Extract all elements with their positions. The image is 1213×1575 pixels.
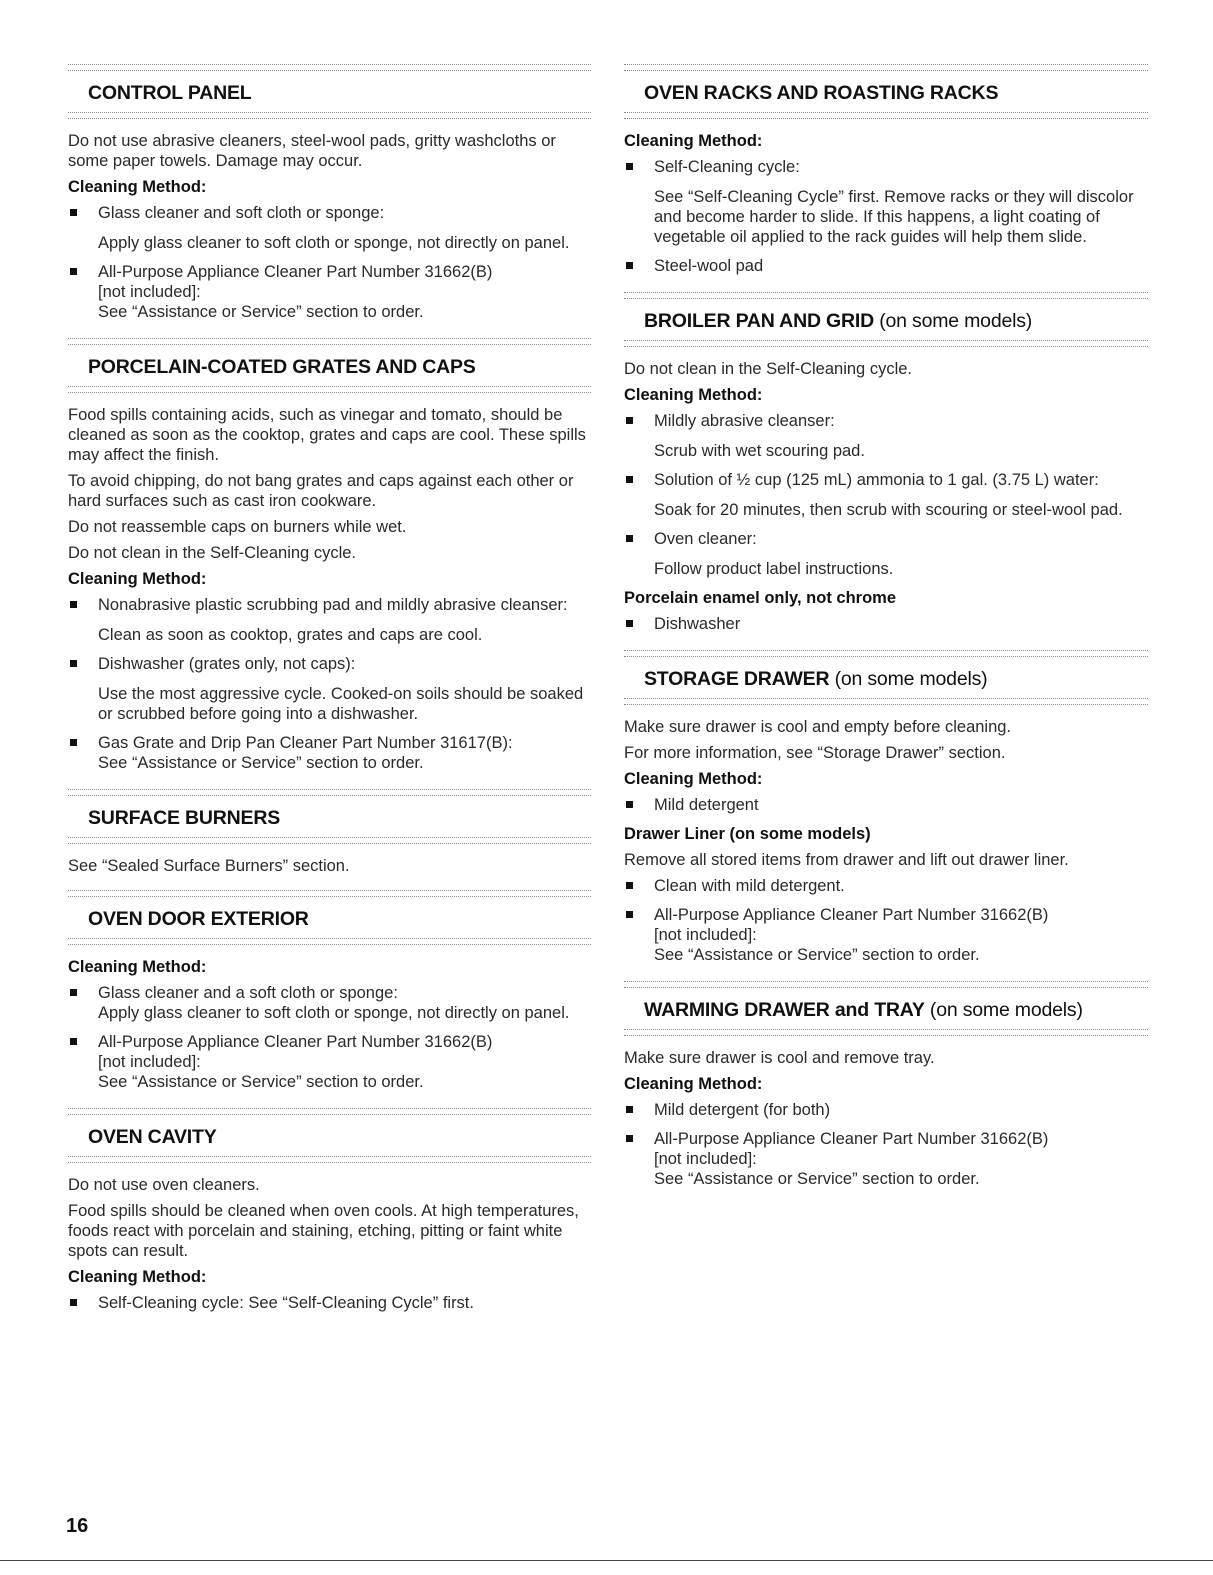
- bullet-item: All-Purpose Appliance Cleaner Part Number 31662(B) [not included]: See “Assistance or Service” section to order.: [624, 905, 1148, 965]
- paragraph: To avoid chipping, do not bang grates and caps against each other or hard surfaces such as cast iron cookware.: [68, 472, 574, 510]
- cleaning-method-heading: Cleaning Method:: [624, 386, 763, 404]
- bullet-item: Steel-wool pad: [624, 256, 1148, 276]
- cleaning-method-heading: Cleaning Method:: [68, 570, 207, 588]
- bullet-item: All-Purpose Appliance Cleaner Part Number 31662(B) [not included]: See “Assistance or Service” section to order.: [68, 1032, 591, 1092]
- paragraph: Make sure drawer is cool and empty before cleaning.: [624, 718, 1012, 736]
- bullet-item: Mildly abrasive cleanser: Scrub with wet scouring pad.: [624, 411, 1148, 461]
- section-rule: [68, 112, 591, 119]
- section-oven-cavity: [68, 1108, 591, 1313]
- bullet-item: All-Purpose Appliance Cleaner Part Number 31662(B) [not included]: See “Assistance or Service” section to order.: [624, 1129, 1148, 1189]
- cleaning-method-heading: Cleaning Method:: [68, 178, 207, 196]
- cleaning-method-heading: Cleaning Method:: [68, 1268, 207, 1286]
- section-rule: [68, 938, 591, 945]
- square-bullet-icon: [70, 989, 77, 996]
- bullet-item: Clean with mild detergent.: [624, 876, 1148, 896]
- section-rule: [68, 789, 591, 796]
- section-title: OVEN DOOR EXTERIOR: [88, 908, 309, 930]
- cleaning-method-heading: Cleaning Method:: [624, 1075, 763, 1093]
- bullet-item: Dishwasher (grates only, not caps): Use the most aggressive cycle. Cooked-on soils should be soaked or scrubbed before going into a dishwasher.: [68, 654, 591, 724]
- right-column: [624, 64, 1148, 1198]
- section-rule: [68, 890, 591, 897]
- section-control-panel: [68, 64, 591, 322]
- porcelain-heading: Porcelain enamel only, not chrome: [624, 589, 897, 607]
- square-bullet-icon: [626, 262, 633, 269]
- section-warming-drawer: [624, 981, 1148, 1189]
- section-title: STORAGE DRAWER (on some models): [644, 668, 988, 690]
- section-rule: [624, 1029, 1148, 1036]
- square-bullet-icon: [626, 620, 633, 627]
- bullet-item: Gas Grate and Drip Pan Cleaner Part Number 31617(B): See “Assistance or Service” section to order.: [68, 733, 591, 773]
- section-title: PORCELAIN-COATED GRATES AND CAPS: [88, 356, 476, 378]
- section-storage-drawer: [624, 650, 1148, 965]
- square-bullet-icon: [70, 1038, 77, 1045]
- paragraph: For more information, see “Storage Drawer” section.: [624, 744, 1006, 762]
- section-oven-door-exterior: [68, 890, 591, 1092]
- paragraph: Do not reassemble caps on burners while wet.: [68, 518, 407, 536]
- section-rule: [624, 981, 1148, 988]
- bullet-item: Self-Cleaning cycle: See “Self-Cleaning Cycle” first. Remove racks or they will discolor and become harder to slide. If this happens, a light coating of vegetable oil applied to the rack guides will help them slide.: [624, 157, 1148, 247]
- section-surface-burners: [68, 789, 591, 876]
- bullet-item: Nonabrasive plastic scrubbing pad and mildly abrasive cleanser: Clean as soon as cooktop, grates and caps are cool.: [68, 595, 591, 645]
- left-column: [68, 64, 591, 1322]
- square-bullet-icon: [70, 601, 77, 608]
- paragraph: Make sure drawer is cool and remove tray.: [624, 1049, 935, 1067]
- bullet-item: Dishwasher: [624, 614, 1148, 634]
- section-rule: [68, 386, 591, 393]
- section-rule: [68, 1108, 591, 1115]
- section-rule: [624, 64, 1148, 71]
- section-title: OVEN CAVITY: [88, 1126, 217, 1148]
- square-bullet-icon: [626, 882, 633, 889]
- square-bullet-icon: [626, 163, 633, 170]
- bullet-item: All-Purpose Appliance Cleaner Part Number 31662(B) [not included]: See “Assistance or Service” section to order.: [68, 262, 591, 322]
- square-bullet-icon: [626, 801, 633, 808]
- cleaning-method-heading: Cleaning Method:: [624, 770, 763, 788]
- section-title: SURFACE BURNERS: [88, 807, 281, 829]
- bullet-item: Oven cleaner: Follow product label instructions.: [624, 529, 1148, 579]
- square-bullet-icon: [626, 1135, 633, 1142]
- section-rule: [68, 837, 591, 844]
- bullet-item: Mild detergent: [624, 795, 1148, 815]
- bullet-item: Solution of ½ cup (125 mL) ammonia to 1 gal. (3.75 L) water: Soak for 20 minutes, then scrub with scouring or steel-wool pad.: [624, 470, 1148, 520]
- section-title: WARMING DRAWER and TRAY (on some models): [644, 999, 1083, 1021]
- section-title: BROILER PAN AND GRID (on some models): [644, 310, 1033, 332]
- section-rule: [624, 292, 1148, 299]
- cleaning-method-heading: Cleaning Method:: [624, 132, 763, 150]
- paragraph: Food spills containing acids, such as vinegar and tomato, should be cleaned as soon as the cooktop, grates and caps are cool. These spills may affect the finish.: [68, 406, 586, 464]
- square-bullet-icon: [70, 739, 77, 746]
- paragraph: Do not use oven cleaners.: [68, 1176, 260, 1194]
- square-bullet-icon: [70, 1299, 77, 1306]
- section-rule: [624, 698, 1148, 705]
- paragraph: Do not clean in the Self-Cleaning cycle.: [68, 544, 356, 562]
- paragraph: Do not clean in the Self-Cleaning cycle.: [624, 360, 912, 378]
- section-rule: [68, 1156, 591, 1163]
- square-bullet-icon: [626, 476, 633, 483]
- section-broiler-pan: [624, 292, 1148, 634]
- square-bullet-icon: [626, 417, 633, 424]
- page-number: 16: [66, 1515, 89, 1537]
- paragraph: Do not use abrasive cleaners, steel-wool pads, gritty washcloths or some paper towels. Damage may occur.: [68, 132, 556, 170]
- section-title: CONTROL PANEL: [88, 82, 252, 104]
- section-rule: [624, 340, 1148, 347]
- paragraph: Remove all stored items from drawer and lift out drawer liner.: [624, 851, 1069, 869]
- paragraph: See “Sealed Surface Burners” section.: [68, 857, 350, 875]
- cleaning-method-heading: Cleaning Method:: [68, 958, 207, 976]
- square-bullet-icon: [626, 1106, 633, 1113]
- square-bullet-icon: [70, 268, 77, 275]
- paragraph: Food spills should be cleaned when oven cools. At high temperatures, foods react with porcelain and staining, etching, pitting or faint white spots can result.: [68, 1202, 579, 1260]
- section-title: OVEN RACKS AND ROASTING RACKS: [644, 82, 999, 104]
- bullet-item: Mild detergent (for both): [624, 1100, 1148, 1120]
- section-oven-racks: [624, 64, 1148, 276]
- section-grates: [68, 338, 591, 773]
- square-bullet-icon: [626, 535, 633, 542]
- square-bullet-icon: [70, 660, 77, 667]
- square-bullet-icon: [70, 209, 77, 216]
- section-rule: [68, 64, 591, 71]
- bottom-rule: [0, 1560, 1213, 1561]
- section-rule: [624, 112, 1148, 119]
- drawer-liner-heading: Drawer Liner (on some models): [624, 825, 871, 843]
- square-bullet-icon: [626, 911, 633, 918]
- bullet-item: Glass cleaner and a soft cloth or sponge: Apply glass cleaner to soft cloth or sponge, not directly on panel.: [68, 983, 591, 1023]
- bullet-item: Self-Cleaning cycle: See “Self-Cleaning Cycle” first.: [68, 1293, 591, 1313]
- section-rule: [68, 338, 591, 345]
- bullet-item: Glass cleaner and soft cloth or sponge: Apply glass cleaner to soft cloth or sponge, not directly on panel.: [68, 203, 591, 253]
- section-rule: [624, 650, 1148, 657]
